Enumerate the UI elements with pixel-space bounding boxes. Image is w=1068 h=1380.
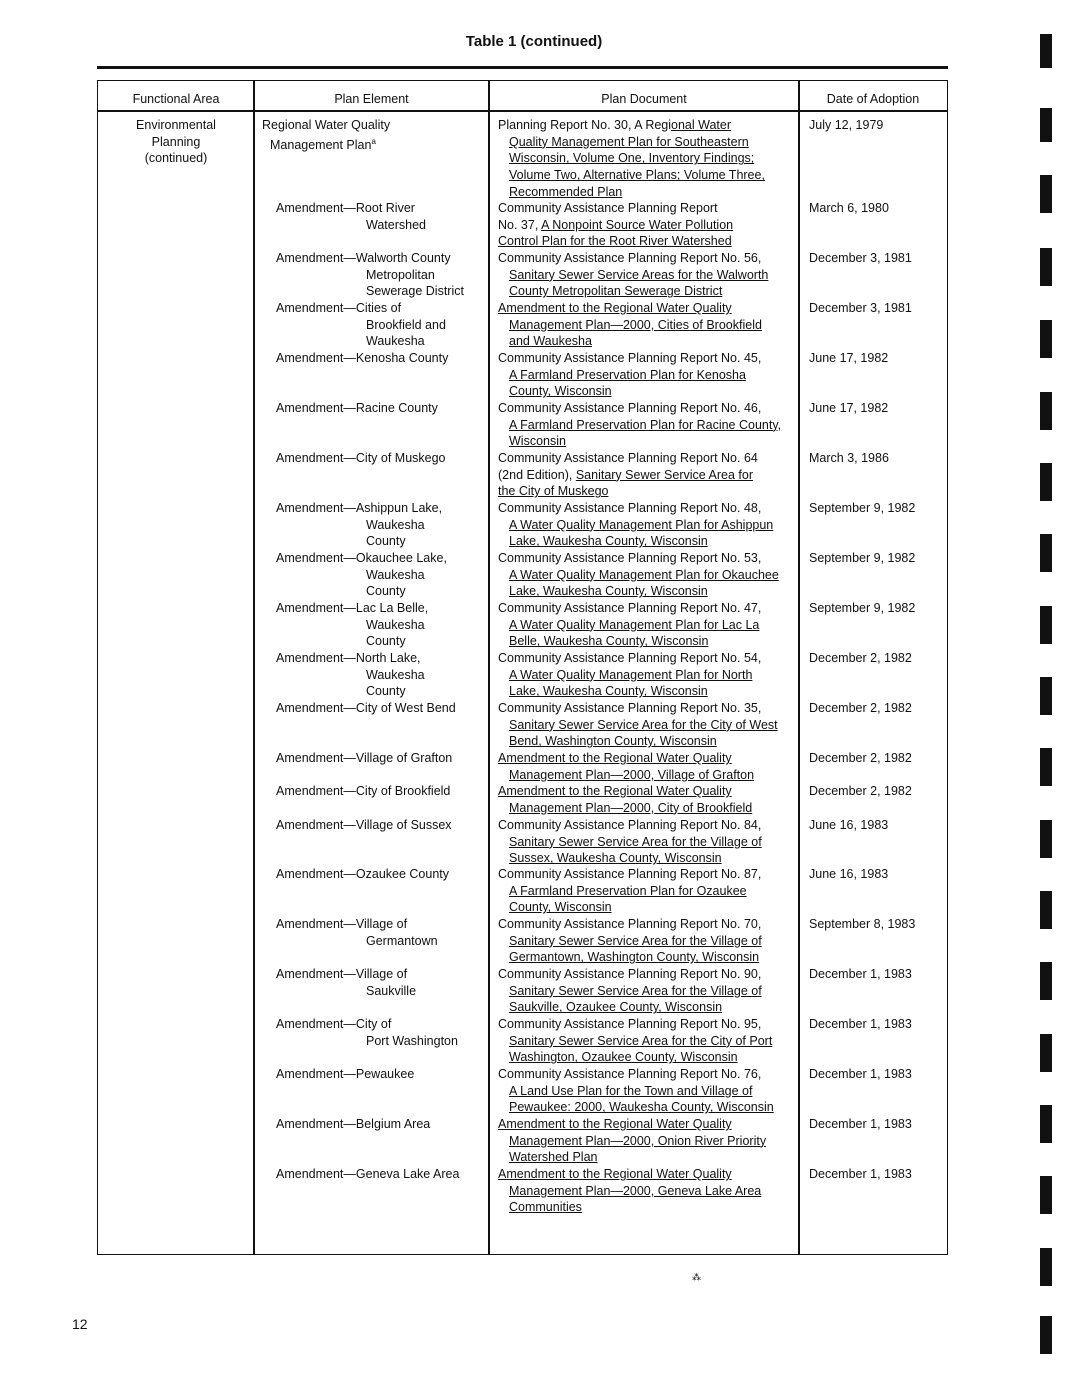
adoption-date: December 1, 1983 xyxy=(809,967,912,981)
plan-document-cell xyxy=(498,750,796,783)
plan-document-line xyxy=(498,367,796,384)
plan-element-line: Saukville xyxy=(366,983,417,998)
plan-document-line xyxy=(498,383,796,400)
plan-document-title-text: Sanitary Sewer Service Area for xyxy=(575,467,753,482)
plan-element-line: Amendment—Ashippun Lake, xyxy=(276,501,443,515)
column-divider xyxy=(253,80,255,1255)
scan-mark xyxy=(1040,820,1052,858)
adoption-date: December 3, 1981 xyxy=(809,251,912,265)
plan-document-title-text: Lake, Waukesha County, Wisconsin xyxy=(509,684,708,699)
plan-document-line xyxy=(498,983,796,1000)
adoption-date: March 3, 1986 xyxy=(809,451,889,465)
plan-document-text: (2nd Edition), xyxy=(498,467,576,482)
plan-element-cell xyxy=(262,1016,487,1049)
plan-element-line: Amendment—North Lake, xyxy=(276,651,421,665)
plan-document-line xyxy=(498,767,796,784)
plan-element-line: Amendment—Ozaukee County xyxy=(276,867,450,881)
plan-document-title-text: A Water Quality Management Plan for Okauchee xyxy=(509,567,779,582)
plan-document-line xyxy=(498,667,796,684)
plan-document-title-text: A Water Quality Management Plan for North xyxy=(509,667,753,682)
plan-element-line: Amendment—Geneva Lake Area xyxy=(276,1167,460,1181)
plan-element-cell xyxy=(262,700,487,717)
plan-document-title-text: A Water Quality Management Plan for Ashippun xyxy=(509,517,774,532)
plan-document-cell xyxy=(498,700,796,750)
plan-document-line: Community Assistance Planning Report No. 48, xyxy=(498,501,762,515)
functional-area-line: (continued) xyxy=(144,151,208,166)
plan-document-title-text: Management Plan—2000, Village of Grafton xyxy=(509,767,755,782)
plan-document-title-text: Saukville, Ozaukee County, Wisconsin xyxy=(509,1000,723,1015)
plan-element-text: Management Plan xyxy=(270,137,372,152)
plan-document-text: Planning Report No. 30, A Regi xyxy=(498,118,672,132)
plan-document-line: Community Assistance Planning Report No. 56, xyxy=(498,251,762,265)
functional-area-line: Planning xyxy=(151,134,201,149)
plan-element-line: Sewerage District xyxy=(366,284,464,299)
plan-document-line xyxy=(498,783,796,800)
plan-document-cell xyxy=(498,450,796,500)
plan-document-line xyxy=(498,933,796,950)
plan-document-line xyxy=(498,850,796,867)
plan-document-line xyxy=(498,633,796,650)
adoption-date: September 9, 1982 xyxy=(809,551,916,565)
plan-document-line xyxy=(498,899,796,916)
plan-element-cell xyxy=(262,200,487,233)
plan-element-cell xyxy=(262,250,487,300)
plan-document-line xyxy=(498,467,796,484)
plan-document-line xyxy=(498,999,796,1016)
plan-document-title-text: Germantown, Washington County, Wisconsin xyxy=(509,950,760,965)
plan-document-line xyxy=(498,1199,796,1216)
plan-element-cell xyxy=(262,350,487,367)
plan-document-cell xyxy=(498,400,796,450)
plan-document-line xyxy=(498,1116,796,1133)
plan-element-line: Waukesha xyxy=(366,617,425,632)
plan-document-line xyxy=(498,1166,796,1183)
plan-document-line: Community Assistance Planning Report xyxy=(498,201,718,215)
plan-document-cell xyxy=(498,1116,796,1166)
plan-document-line xyxy=(498,1099,796,1116)
plan-document-line: Community Assistance Planning Report No. 35, xyxy=(498,701,762,715)
plan-element-cell xyxy=(262,1166,487,1183)
plan-element-line: Amendment—Pewaukee xyxy=(276,1067,415,1081)
plan-document-title-text: Management Plan—2000, Onion River Priority xyxy=(509,1133,767,1148)
plan-document-title-text: Pewaukee: 2000, Waukesha County, Wisconsin xyxy=(509,1100,774,1115)
plan-element-cell xyxy=(262,783,487,800)
plan-document-title-text: Sanitary Sewer Service Area for the City of Port xyxy=(509,1033,773,1048)
scan-mark xyxy=(1040,108,1052,142)
plan-document-line xyxy=(498,1049,796,1066)
plan-document-line: Community Assistance Planning Report No. 76, xyxy=(498,1067,762,1081)
plan-document-cell xyxy=(498,350,796,400)
plan-document-title-text: Sanitary Sewer Service Area for the Village of xyxy=(509,834,762,849)
plan-document-line xyxy=(498,317,796,334)
plan-document-line xyxy=(498,883,796,900)
plan-document-line xyxy=(498,533,796,550)
plan-document-line xyxy=(498,1033,796,1050)
plan-document-title-text: Lake, Waukesha County, Wisconsin xyxy=(509,534,708,549)
adoption-date: December 2, 1982 xyxy=(809,701,912,715)
plan-element-line: County xyxy=(366,584,406,599)
adoption-date: December 3, 1981 xyxy=(809,301,912,315)
plan-document-line xyxy=(498,733,796,750)
plan-document-line xyxy=(498,167,796,184)
plan-element-cell xyxy=(262,916,487,949)
adoption-date: September 8, 1983 xyxy=(809,917,916,931)
plan-document-line xyxy=(498,1149,796,1166)
adoption-date: June 16, 1983 xyxy=(809,818,889,832)
plan-document-title-text: the City of Muskego xyxy=(498,484,609,499)
plan-document-title-text: Sanitary Sewer Service Area for the Village of xyxy=(509,983,762,998)
plan-element-line: Amendment—Cities of xyxy=(276,301,402,315)
adoption-date: December 2, 1982 xyxy=(809,751,912,765)
plan-document-cell xyxy=(498,600,796,650)
plan-document-line xyxy=(498,267,796,284)
plan-document-cell xyxy=(498,966,796,1016)
plan-document-cell xyxy=(498,200,796,250)
plan-document-title-text: Amendment to the Regional Water Quality xyxy=(498,784,732,798)
plan-element-line: Amendment—Village of xyxy=(276,967,408,981)
plan-document-title-text: Sanitary Sewer Service Area for the City of West xyxy=(509,717,778,732)
scan-mark xyxy=(1040,534,1052,572)
plan-document-cell xyxy=(498,1016,796,1066)
plan-document-line xyxy=(498,800,796,817)
column-divider xyxy=(798,80,800,1255)
plan-element-cell xyxy=(262,1066,487,1083)
scan-mark xyxy=(1040,175,1052,213)
scan-mark xyxy=(1040,1248,1052,1286)
plan-document-cell xyxy=(498,783,796,816)
adoption-date: September 9, 1982 xyxy=(809,601,916,615)
plan-document-line xyxy=(498,567,796,584)
plan-element-line: Amendment—City of West Bend xyxy=(276,701,456,715)
footnote-marker: a xyxy=(371,136,376,146)
plan-element-line: Amendment—Kenosha County xyxy=(276,351,449,365)
adoption-date: March 6, 1980 xyxy=(809,201,889,215)
plan-document-line xyxy=(498,134,796,151)
plan-element-cell xyxy=(262,817,487,834)
plan-document-title-text: Lake, Waukesha County, Wisconsin xyxy=(509,584,708,599)
plan-document-line xyxy=(498,417,796,434)
plan-document-line: Community Assistance Planning Report No. 64 xyxy=(498,451,758,465)
plan-document-text: No. 37, xyxy=(498,217,542,232)
plan-document-title-text: A Farmland Preservation Plan for Racine County, xyxy=(509,417,782,432)
plan-document-title-text: County Metropolitan Sewerage District xyxy=(509,284,723,299)
header-plan-document: Plan Document xyxy=(601,92,687,106)
plan-document-line: Community Assistance Planning Report No. 45, xyxy=(498,351,762,365)
plan-document-line: Community Assistance Planning Report No. 70, xyxy=(498,917,762,931)
plan-element-line: Amendment—Lac La Belle, xyxy=(276,601,429,615)
plan-element-cell xyxy=(262,550,487,600)
plan-document-cell xyxy=(498,817,796,867)
plan-element-line: Waukesha xyxy=(366,567,425,582)
plan-document-title-text: Amendment to the Regional Water Quality xyxy=(498,301,732,315)
plan-document-title-text: Communities xyxy=(509,1200,582,1215)
plan-element-line: Germantown xyxy=(366,933,438,948)
plan-document-title-text: Control Plan for the Root River Watershed xyxy=(498,234,732,249)
plan-document-title-text: A Water Quality Management Plan for Lac La xyxy=(509,617,760,632)
top-rule xyxy=(97,66,948,69)
column-divider xyxy=(488,80,490,1255)
header-rule xyxy=(97,110,948,112)
header-functional-area: Functional Area xyxy=(132,92,220,106)
plan-document-cell xyxy=(498,916,796,966)
scan-mark xyxy=(1040,392,1052,430)
plan-element-cell xyxy=(262,117,487,154)
plan-document-line xyxy=(498,834,796,851)
plan-document-line xyxy=(498,949,796,966)
plan-element-line: Amendment—Village of Sussex xyxy=(276,818,452,832)
plan-document-line: Community Assistance Planning Report No. 87, xyxy=(498,867,762,881)
plan-document-cell xyxy=(498,250,796,300)
plan-element-line: Amendment—Village of Grafton xyxy=(276,751,453,765)
scan-mark xyxy=(1040,1316,1052,1354)
plan-document-title-text: Recommended Plan xyxy=(509,184,623,199)
plan-element-cell xyxy=(262,500,487,550)
plan-element-line: Amendment—Village of xyxy=(276,917,408,931)
plan-document-line: Community Assistance Planning Report No. 90, xyxy=(498,967,762,981)
adoption-date: September 9, 1982 xyxy=(809,501,916,515)
plan-document-cell xyxy=(498,300,796,350)
adoption-date: December 1, 1983 xyxy=(809,1017,912,1031)
print-speck: ⁂ xyxy=(692,1272,701,1282)
plan-document-line xyxy=(498,750,796,767)
plan-element-line: County xyxy=(366,534,406,549)
adoption-date: June 17, 1982 xyxy=(809,401,889,415)
adoption-date: June 16, 1983 xyxy=(809,867,889,881)
plan-element-cell xyxy=(262,300,487,350)
plan-element-line: Waukesha xyxy=(366,667,425,682)
plan-document-title-text: and Waukesha xyxy=(509,334,592,349)
scan-mark xyxy=(1040,606,1052,644)
scan-mark xyxy=(1040,677,1052,715)
plan-document-cell xyxy=(498,1066,796,1116)
plan-element-cell xyxy=(262,750,487,767)
plan-document-line xyxy=(498,617,796,634)
plan-element-cell xyxy=(262,650,487,700)
scan-mark xyxy=(1040,1176,1052,1214)
plan-document-title-text: County, Wisconsin xyxy=(509,900,612,915)
plan-element-line: Amendment—City of Brookfield xyxy=(276,784,451,798)
plan-document-line xyxy=(498,517,796,534)
plan-document-cell xyxy=(498,650,796,700)
plan-document-line xyxy=(498,184,796,201)
plan-document-title-text: Watershed Plan xyxy=(509,1150,598,1165)
plan-element-line: County xyxy=(366,684,406,699)
plan-element-cell xyxy=(262,966,487,999)
plan-element-line: Regional Water Quality xyxy=(262,118,391,132)
adoption-date: July 12, 1979 xyxy=(809,118,884,132)
plan-document-title-text: onal Water xyxy=(671,118,732,132)
plan-document-line xyxy=(498,1183,796,1200)
adoption-date: December 1, 1983 xyxy=(809,1117,912,1131)
plan-element-cell xyxy=(262,450,487,467)
plan-element-line: Amendment—City of Muskego xyxy=(276,451,446,465)
plan-document-line xyxy=(498,1133,796,1150)
plan-document-title-text: Quality Management Plan for Southeastern xyxy=(509,134,749,149)
plan-document-line: Community Assistance Planning Report No. 95, xyxy=(498,1017,762,1031)
plan-document-line xyxy=(498,683,796,700)
plan-element-line xyxy=(262,134,487,154)
plan-document-title-text: Washington, Ozaukee County, Wisconsin xyxy=(509,1050,738,1065)
plan-document-title-text: A Land Use Plan for the Town and Village of xyxy=(509,1083,753,1098)
plan-document-line: Community Assistance Planning Report No. 84, xyxy=(498,818,762,832)
plan-element-line: Waukesha xyxy=(366,517,425,532)
scan-mark xyxy=(1040,1105,1052,1143)
plan-element-line: Amendment—City of xyxy=(276,1017,392,1031)
plan-document-title-text: Sanitary Sewer Service Area for the Village of xyxy=(509,933,762,948)
plan-document-cell xyxy=(498,500,796,550)
plan-document-cell xyxy=(498,1166,796,1216)
plan-element-line: Metropolitan xyxy=(366,267,435,282)
plan-document-title-text: Bend, Washington County, Wisconsin xyxy=(509,734,717,749)
plan-document-title-text: Sussex, Waukesha County, Wisconsin xyxy=(509,851,722,866)
adoption-date: December 1, 1983 xyxy=(809,1067,912,1081)
adoption-date: December 2, 1982 xyxy=(809,651,912,665)
plan-document-line: Community Assistance Planning Report No. 54, xyxy=(498,651,762,665)
adoption-date: December 2, 1982 xyxy=(809,784,912,798)
scan-mark xyxy=(1040,34,1052,68)
plan-document-line xyxy=(498,483,796,500)
plan-document-line xyxy=(498,583,796,600)
page-number: 12 xyxy=(72,1316,88,1332)
plan-document-title-text: Belle, Waukesha County, Wisconsin xyxy=(509,634,709,649)
plan-element-cell xyxy=(262,866,487,883)
plan-document-cell xyxy=(498,117,796,201)
plan-document-title-text: A Farmland Preservation Plan for Kenosha xyxy=(509,367,746,382)
plan-document-title-text: County, Wisconsin xyxy=(509,384,612,399)
plan-document-cell xyxy=(498,866,796,916)
scan-mark xyxy=(1040,1034,1052,1072)
plan-element-cell xyxy=(262,1116,487,1133)
plan-element-cell xyxy=(262,600,487,650)
plan-document-line xyxy=(498,433,796,450)
scan-mark xyxy=(1040,748,1052,786)
page-title: Table 1 (continued) xyxy=(465,33,603,50)
plan-document-line xyxy=(498,217,796,234)
plan-element-line: Amendment—Okauchee Lake, xyxy=(276,551,447,565)
plan-document-cell xyxy=(498,550,796,600)
adoption-date: December 1, 1983 xyxy=(809,1167,912,1181)
plan-document-title-text: Amendment to the Regional Water Quality xyxy=(498,1167,732,1181)
scan-mark xyxy=(1040,320,1052,358)
plan-element-line: County xyxy=(366,634,406,649)
plan-document-title-text: Wisconsin, Volume One, Inventory Findings; xyxy=(509,151,755,166)
adoption-date: June 17, 1982 xyxy=(809,351,889,365)
plan-element-line: Brookfield and xyxy=(366,317,446,332)
plan-element-line: Watershed xyxy=(366,217,426,232)
plan-document-title-text: A Farmland Preservation Plan for Ozaukee xyxy=(509,883,747,898)
plan-document-title-text: Volume Two, Alternative Plans; Volume Three, xyxy=(509,168,765,183)
plan-document-line xyxy=(498,233,796,250)
plan-element-line: Amendment—Belgium Area xyxy=(276,1117,431,1131)
plan-document-title-text: Management Plan—2000, City of Brookfield xyxy=(509,800,753,815)
plan-document-line xyxy=(498,150,796,167)
functional-area-line: Environmental xyxy=(136,118,216,132)
plan-document-line xyxy=(498,333,796,350)
scan-mark xyxy=(1040,248,1052,286)
plan-element-line: Waukesha xyxy=(366,334,425,349)
scan-mark xyxy=(1040,891,1052,929)
header-plan-element: Plan Element xyxy=(334,92,409,106)
header-date-of-adoption: Date of Adoption xyxy=(826,92,920,106)
plan-element-line: Amendment—Root River xyxy=(276,201,415,215)
plan-document-title-text: Management Plan—2000, Cities of Brookfield xyxy=(509,317,762,332)
plan-document-line: Community Assistance Planning Report No. 47, xyxy=(498,601,762,615)
plan-document-line: Community Assistance Planning Report No. 46, xyxy=(498,401,762,415)
plan-document-line xyxy=(498,117,796,134)
scan-mark xyxy=(1040,962,1052,1000)
plan-document-title-text: Wisconsin xyxy=(509,434,566,449)
plan-element-line: Amendment—Walworth County xyxy=(276,251,451,265)
plan-document-title-text: Management Plan—2000, Geneva Lake Area xyxy=(509,1183,762,1198)
plan-document-title-text: A Nonpoint Source Water Pollution xyxy=(541,217,734,232)
plan-document-line xyxy=(498,283,796,300)
plan-document-line xyxy=(498,1083,796,1100)
scan-mark xyxy=(1040,463,1052,501)
plan-document-title-text: Amendment to the Regional Water Quality xyxy=(498,1117,732,1131)
plan-document-line xyxy=(498,300,796,317)
plan-element-cell xyxy=(262,400,487,417)
plan-element-line: Port Washington xyxy=(366,1033,458,1048)
plan-document-title-text: Amendment to the Regional Water Quality xyxy=(498,751,732,765)
plan-document-line: Community Assistance Planning Report No. 53, xyxy=(498,551,762,565)
plan-document-title-text: Sanitary Sewer Service Areas for the Walworth xyxy=(509,267,769,282)
functional-area-cell xyxy=(99,117,253,167)
plan-element-line: Amendment—Racine County xyxy=(276,401,438,415)
plan-document-line xyxy=(498,717,796,734)
